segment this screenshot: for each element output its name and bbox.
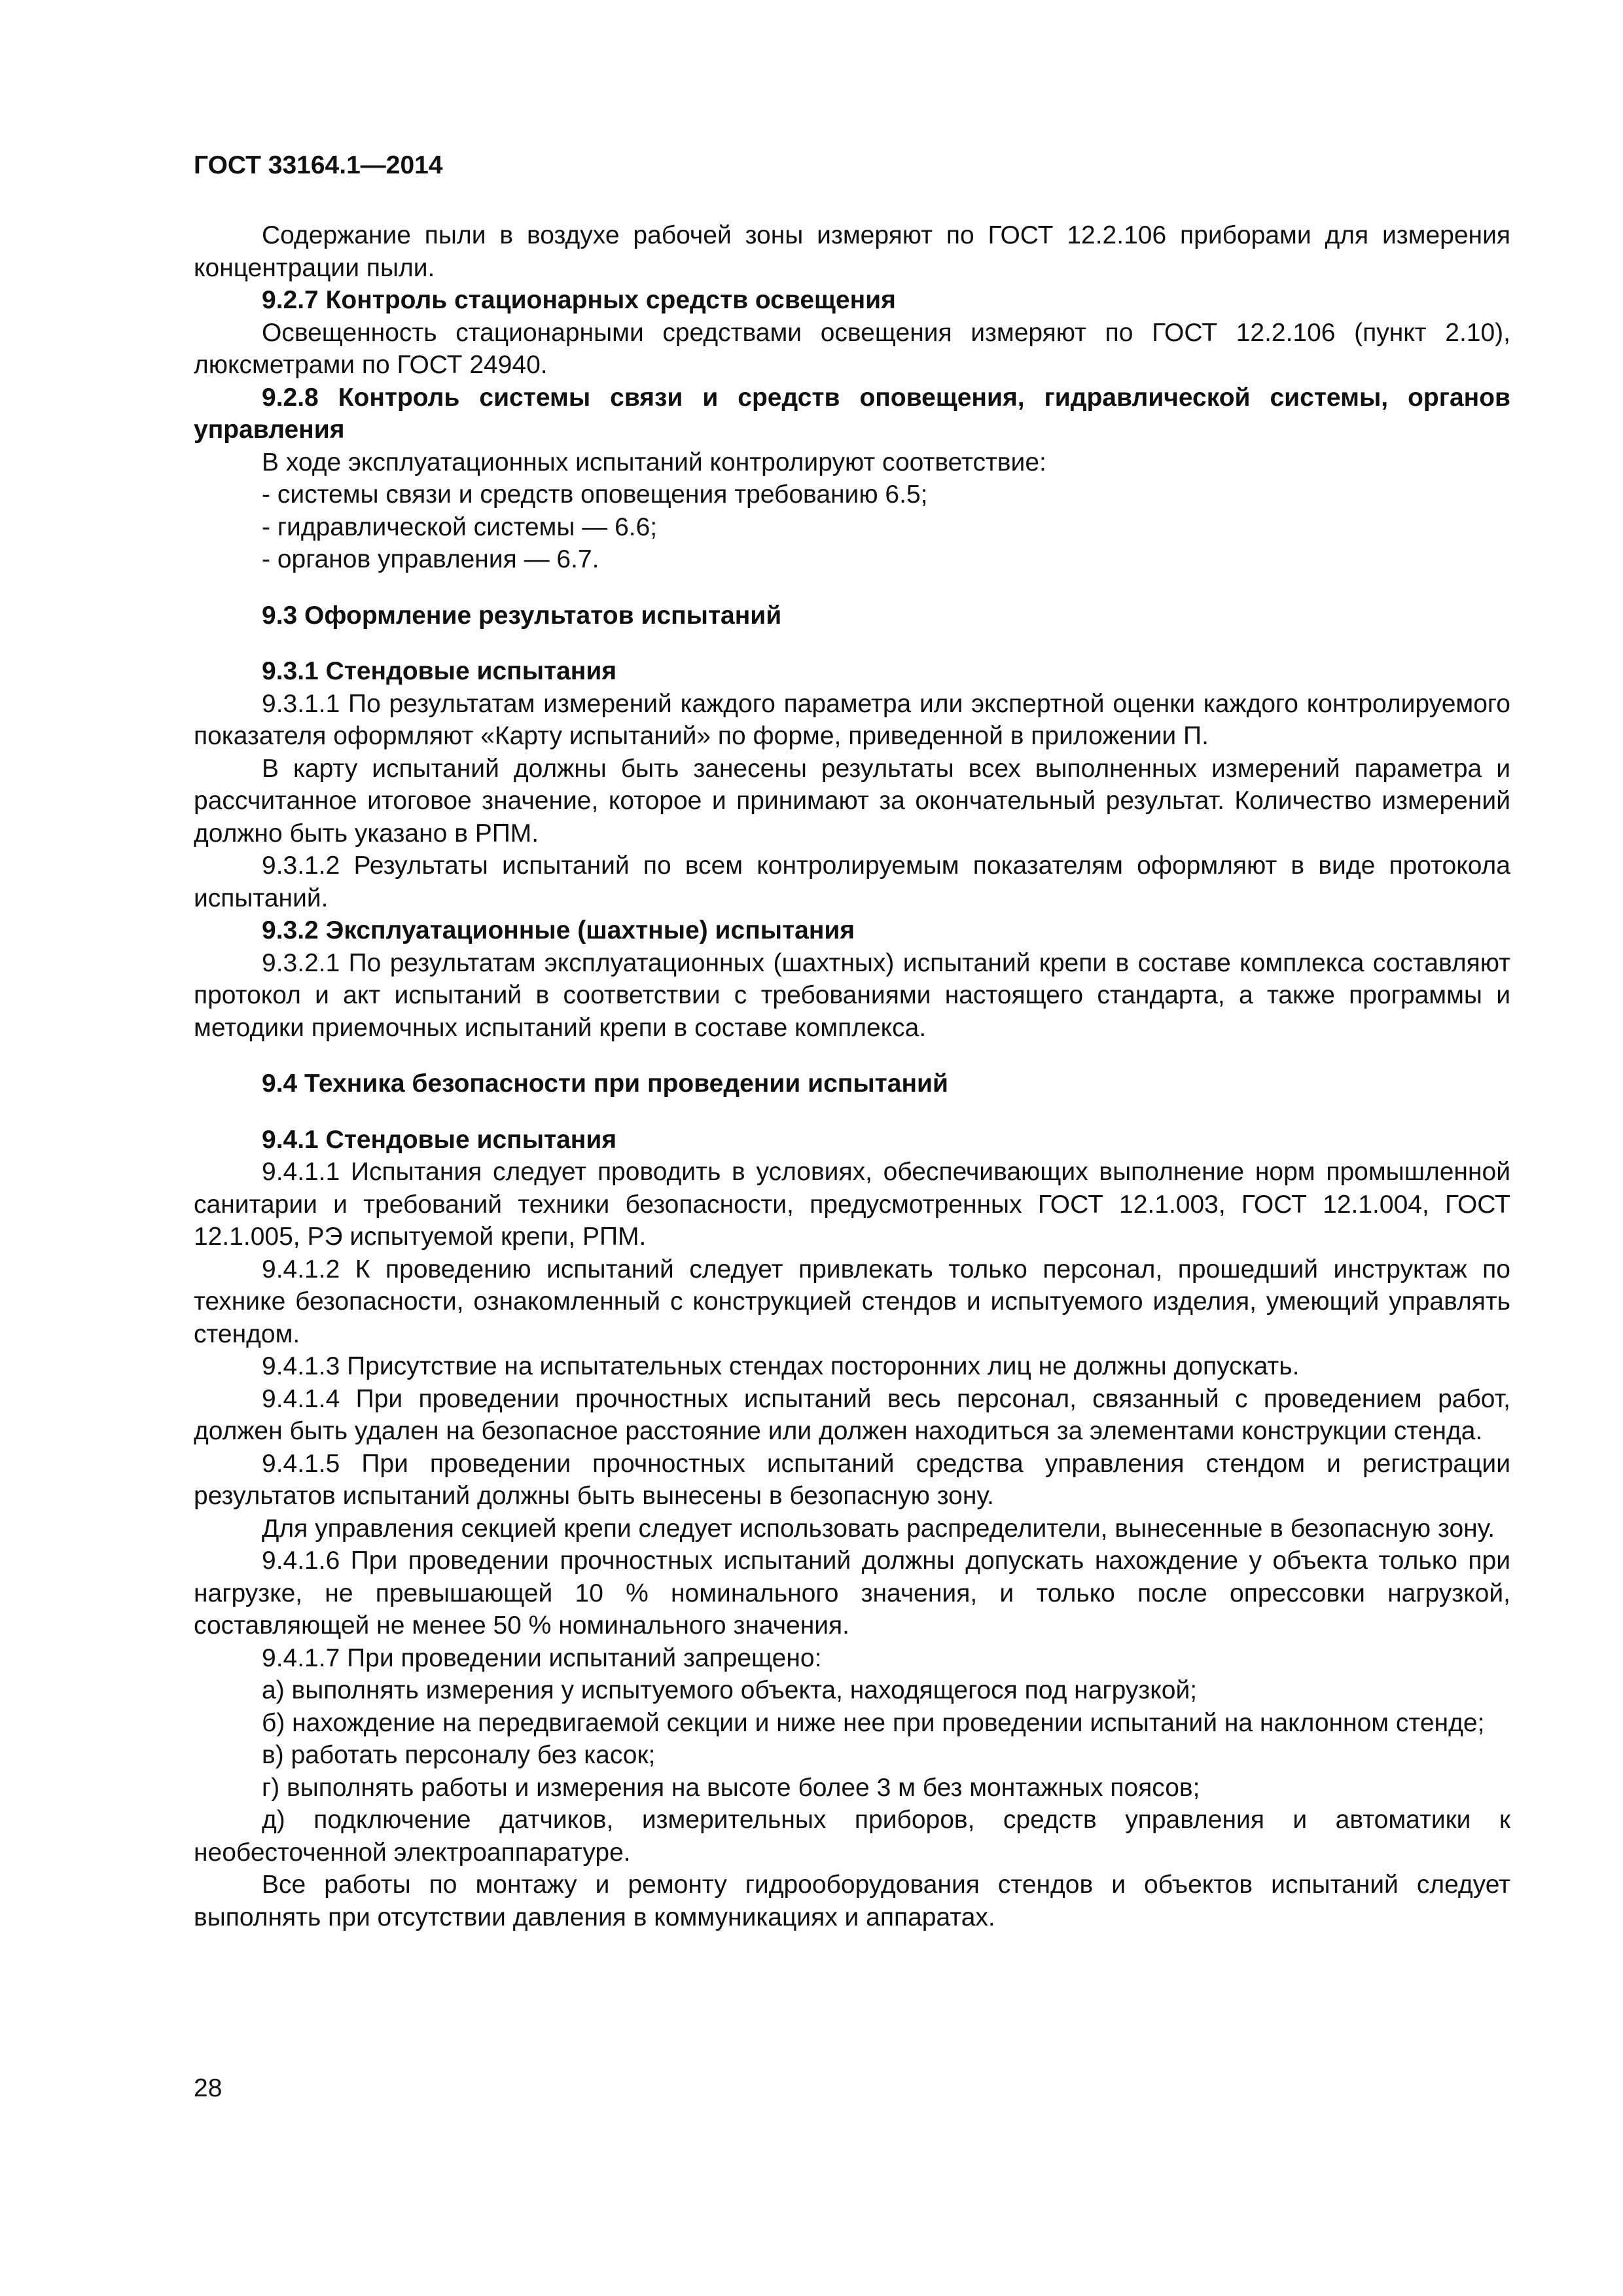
paragraph: В ходе эксплуатационных испытаний контролируют соответствие: bbox=[262, 448, 1046, 476]
paragraph: 9.4.1.7 При проведении испытаний запрещено: bbox=[262, 1643, 822, 1672]
paragraph: 9.4.1.1 Испытания следует проводить в условиях, обеспечивающих выполнение норм промышленной санитарии и требований техники безопасности, предусмотренных ГОСТ 12.1.003, ГОСТ 12.1.004, ГОСТ 12.1.005, РЭ испытуемой крепи, РПМ. bbox=[194, 1158, 1510, 1251]
paragraph: 9.3.2.1 По результатам эксплуатационных (шахтных) испытаний крепи в составе комплекса составляют протокол и акт испытаний в соответствии с требованиями настоящего стандарта, а также программы и методики приемочных испытаний крепи в составе комплекса. bbox=[194, 948, 1510, 1042]
paragraph: 9.4.1.3 Присутствие на испытательных стендах посторонних лиц не должны допускать. bbox=[262, 1352, 1300, 1380]
page-number: 28 bbox=[194, 2074, 223, 2102]
paragraph: 9.3.1.1 По результатам измерений каждого параметра или экспертной оценки каждого контролируемого показателя оформляют «Карту испытаний» по форме, приведенной в приложении П. bbox=[194, 689, 1510, 750]
paragraph: 9.4.1.6 При проведении прочностных испытаний должны допускать нахождение у объекта только при нагрузке, не превышающей 10 % номинального значения, и только после опрессовки нагрузкой, составляющей не менее 50 % номинального значения. bbox=[194, 1547, 1510, 1640]
paragraph: В карту испытаний должны быть занесены результаты всех выполненных измерений параметра и рассчитанное итоговое значение, которое и принимают за окончательный результат. Количество измерений должно быть указано в РПМ. bbox=[194, 754, 1510, 848]
section-heading-9-3-1: 9.3.1 Стендовые испытания bbox=[262, 657, 617, 685]
section-heading-9-2-8: 9.2.8 Контроль системы связи и средств оповещения, гидравлической системы, органов управления bbox=[194, 383, 1510, 444]
section-heading-9-3-2: 9.3.2 Эксплуатационные (шахтные) испытания bbox=[262, 916, 855, 944]
paragraph: 9.3.1.2 Результаты испытаний по всем контролируемым показателям оформляют в виде протокола испытаний. bbox=[194, 852, 1510, 912]
list-item: д) подключение датчиков, измерительных приборов, средств управления и автоматики к необесточенной электроаппаратуре. bbox=[194, 1806, 1510, 1867]
paragraph: Освещенность стационарными средствами освещения измеряют по ГОСТ 12.2.106 (пункт 2.10), люксметрами по ГОСТ 24940. bbox=[194, 318, 1510, 379]
standard-number-header: ГОСТ 33164.1—2014 bbox=[194, 151, 443, 179]
list-item: - гидравлической системы — 6.6; bbox=[262, 512, 658, 541]
list-item: а) выполнять измерения у испытуемого объекта, находящегося под нагрузкой; bbox=[262, 1676, 1198, 1704]
list-item: г) выполнять работы и измерения на высоте более 3 м без монтажных поясов; bbox=[262, 1773, 1200, 1802]
section-heading-9-4: 9.4 Техника безопасности при проведении испытаний bbox=[262, 1069, 948, 1098]
list-item: в) работать персоналу без касок; bbox=[262, 1741, 656, 1769]
section-heading-9-4-1: 9.4.1 Стендовые испытания bbox=[262, 1125, 617, 1154]
paragraph: 9.4.1.4 При проведении прочностных испытаний весь персонал, связанный с проведением работ, должен быть удален на безопасное расстояние или должен находиться за элементами конструкции стенда. bbox=[194, 1384, 1510, 1445]
paragraph: Для управления секцией крепи следует использовать распределители, вынесенные в безопасную зону. bbox=[262, 1514, 1495, 1543]
paragraph: Все работы по монтажу и ремонту гидрооборудования стендов и объектов испытаний следует выполнять при отсутствии давления в коммуникациях и аппаратах. bbox=[194, 1871, 1510, 1931]
list-item: - органов управления — 6.7. bbox=[262, 545, 599, 573]
section-heading-9-2-7: 9.2.7 Контроль стационарных средств освещения bbox=[262, 286, 896, 314]
paragraph: Содержание пыли в воздухе рабочей зоны измеряют по ГОСТ 12.2.106 приборами для измерения концентрации пыли. bbox=[194, 221, 1510, 282]
list-item: - системы связи и средств оповещения требованию 6.5; bbox=[262, 480, 928, 509]
list-item: б) нахождение на передвигаемой секции и ниже нее при проведении испытаний на наклонном стенде; bbox=[262, 1708, 1485, 1737]
section-heading-9-3: 9.3 Оформление результатов испытаний bbox=[262, 601, 782, 630]
paragraph: 9.4.1.5 При проведении прочностных испытаний средства управления стендом и регистрации результатов испытаний должны быть вынесены в безопасную зону. bbox=[194, 1449, 1510, 1510]
paragraph: 9.4.1.2 К проведению испытаний следует привлекать только персонал, прошедший инструктаж по технике безопасности, ознакомленный с конструкцией стендов и испытуемого изделия, умеющий управлять стендом. bbox=[194, 1255, 1510, 1348]
document-body bbox=[194, 219, 1510, 1933]
